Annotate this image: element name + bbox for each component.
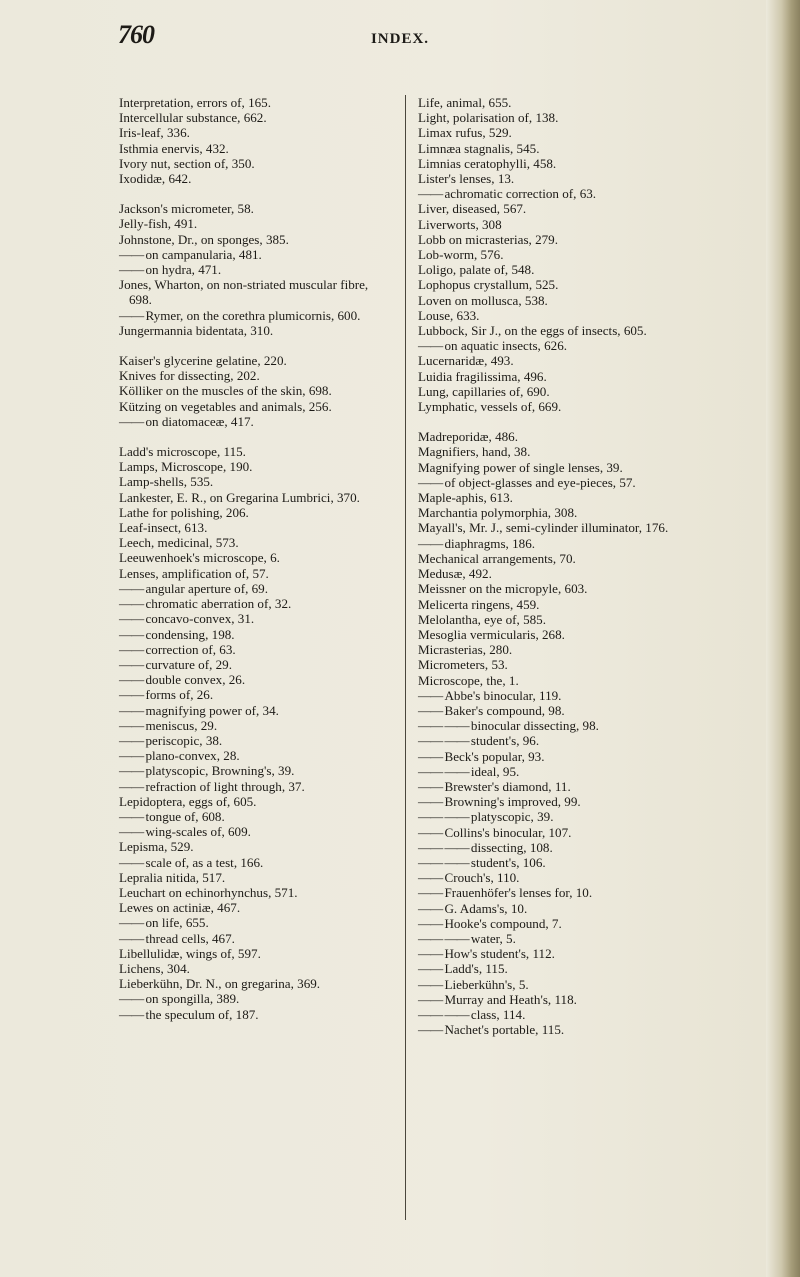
index-entry: Interpretation, errors of, 165. xyxy=(119,95,271,110)
index-entry: Leeuwenhoek's microscope, 6. xyxy=(119,550,280,566)
index-entry: Kölliker on the muscles of the skin, 698. xyxy=(119,383,332,399)
index-entry: Ixodidæ, 642. xyxy=(119,171,192,187)
index-entry: Lucernaridæ, 493. xyxy=(418,353,514,369)
index-subentry: —— —— binocular dissecting, 98. xyxy=(418,718,686,733)
index-entry: Lepidoptera, eggs of, 605. xyxy=(119,793,257,809)
index-entry: Liverworts, 308 xyxy=(418,216,502,232)
index-subentry: —— magnifying power of, 34. xyxy=(119,703,391,718)
index-entry: Lichens, 304. xyxy=(119,960,190,976)
index-subentry: —— on aquatic insects, 626. xyxy=(418,338,686,353)
index-entry: Mechanical arrangements, 70. xyxy=(418,550,576,566)
index-subentry: —— periscopic, 38. xyxy=(119,733,391,748)
running-head: INDEX. xyxy=(370,31,430,47)
index-entry: Jelly-fish, 491. xyxy=(119,216,198,232)
index-subentry: —— on campanularia, 481. xyxy=(119,247,391,262)
index-entry: Lathe for polishing, 206. xyxy=(119,504,249,520)
index-entry: Limnias ceratophylli, 458. xyxy=(418,155,557,171)
index-entry: Intercellular substance, 662. xyxy=(119,110,267,126)
index-subentry: —— achromatic correction of, 63. xyxy=(418,186,686,201)
index-entry: Medusæ, 492. xyxy=(418,566,492,582)
index-subentry: —— condensing, 198. xyxy=(119,627,391,642)
index-entry: Madreporidæ, 486. xyxy=(418,429,519,445)
index-entry: Lieberkühn, Dr. N., on gregarina, 369. xyxy=(119,976,321,992)
index-entry: Jungermannia bidentata, 310. xyxy=(119,322,274,338)
index-entry: Lepralia nitida, 517. xyxy=(119,869,226,885)
index-entry: Mesoglia vermicularis, 268. xyxy=(418,626,565,642)
index-entry: Iris-leaf, 336. xyxy=(119,125,190,141)
index-entry: Melicerta ringens, 459. xyxy=(418,596,540,612)
index-entry: Lenses, amplification of, 57. xyxy=(119,565,269,581)
index-subentry: —— meniscus, 29. xyxy=(119,718,391,733)
section-gap xyxy=(119,186,391,201)
index-column-left xyxy=(119,95,391,1022)
index-entry: Limnæa stagnalis, 545. xyxy=(418,140,540,156)
page-edge-shadow xyxy=(766,0,800,1277)
index-entry: Life, animal, 655. xyxy=(418,95,512,110)
index-subentry: —— diaphragms, 186. xyxy=(418,536,686,551)
index-entry: Knives for dissecting, 202. xyxy=(119,368,260,384)
page-number: 760 xyxy=(118,20,154,49)
index-subentry: —— angular aperture of, 69. xyxy=(119,581,391,596)
index-entry: Mayall's, Mr. J., semi-cylinder illuminator, 176. xyxy=(418,520,669,536)
index-subentry: —— G. Adams's, 10. xyxy=(418,901,686,916)
index-entry: Micrometers, 53. xyxy=(418,657,508,673)
index-subentry: —— Collins's binocular, 107. xyxy=(418,825,686,840)
index-entry: Lepisma, 529. xyxy=(119,839,194,855)
index-entry: Lewes on actiniæ, 467. xyxy=(119,900,241,916)
index-entry: Louse, 633. xyxy=(418,307,480,323)
index-entry: Lankester, E. R., on Gregarina Lumbrici, 370. xyxy=(119,489,360,505)
index-entry: Kützing on vegetables and animals, 256. xyxy=(119,398,332,414)
index-subentry: —— platyscopic, Browning's, 39. xyxy=(119,763,391,778)
index-subentry: —— Frauenhöfer's lenses for, 10. xyxy=(418,885,686,900)
index-subentry: —— concavo-convex, 31. xyxy=(119,611,391,626)
index-subentry: —— How's student's, 112. xyxy=(418,946,686,961)
index-subentry: —— on hydra, 471. xyxy=(119,262,391,277)
index-subentry: —— on life, 655. xyxy=(119,915,391,930)
index-subentry: —— —— student's, 106. xyxy=(418,855,686,870)
index-subentry: —— the speculum of, 187. xyxy=(119,1007,391,1022)
index-subentry: —— Lieberkühn's, 5. xyxy=(418,977,686,992)
index-entry: Marchantia polymorphia, 308. xyxy=(418,505,578,521)
index-subentry: —— thread cells, 467. xyxy=(119,931,391,946)
index-subentry: —— —— water, 5. xyxy=(418,931,686,946)
index-entry: Lamp-shells, 535. xyxy=(119,474,214,490)
index-subentry: —— Nachet's portable, 115. xyxy=(418,1022,686,1037)
index-subentry: —— correction of, 63. xyxy=(119,642,391,657)
index-entry: Jackson's micrometer, 58. xyxy=(119,201,254,217)
index-entry: Lung, capillaries of, 690. xyxy=(418,383,550,399)
index-entry: Lobb on micrasterias, 279. xyxy=(418,231,558,247)
index-entry: Lubbock, Sir J., on the eggs of insects, 605. xyxy=(418,323,647,339)
index-entry: Microscope, the, 1. xyxy=(418,672,519,688)
index-entry: Jones, Wharton, on non-striated muscular fibre, 698. xyxy=(119,277,369,308)
index-subentry: —— Beck's popular, 93. xyxy=(418,749,686,764)
index-entry: Limax rufus, 529. xyxy=(418,125,512,141)
index-subentry: —— scale of, as a test, 166. xyxy=(119,855,391,870)
index-entry: Loligo, palate of, 548. xyxy=(418,262,535,278)
index-subentry: —— Ladd's, 115. xyxy=(418,961,686,976)
index-subentry: —— double convex, 26. xyxy=(119,672,391,687)
index-subentry: —— refraction of light through, 37. xyxy=(119,779,391,794)
index-subentry: —— —— student's, 96. xyxy=(418,733,686,748)
index-entry: Ivory nut, section of, 350. xyxy=(119,155,255,171)
index-subentry: —— on spongilla, 389. xyxy=(119,991,391,1006)
index-subentry: —— —— class, 114. xyxy=(418,1007,686,1022)
index-entry: Lamps, Microscope, 190. xyxy=(119,459,253,475)
index-column-right xyxy=(418,95,686,1037)
index-subentry: —— on diatomaceæ, 417. xyxy=(119,414,391,429)
index-subentry: —— Baker's compound, 98. xyxy=(418,703,686,718)
index-entry: Melolantha, eye of, 585. xyxy=(418,611,546,627)
index-subentry: —— —— dissecting, 108. xyxy=(418,840,686,855)
index-subentry: —— Murray and Heath's, 118. xyxy=(418,992,686,1007)
index-entry: Isthmia enervis, 432. xyxy=(119,140,229,156)
column-divider xyxy=(405,95,406,1220)
index-subentry: —— Abbe's binocular, 119. xyxy=(418,688,686,703)
index-entry: Meissner on the micropyle, 603. xyxy=(418,581,588,597)
index-entry: Johnstone, Dr., on sponges, 385. xyxy=(119,231,289,247)
index-entry: Liver, diseased, 567. xyxy=(418,201,527,217)
index-subentry: —— Brewster's diamond, 11. xyxy=(418,779,686,794)
index-subentry: —— wing-scales of, 609. xyxy=(119,824,391,839)
index-subentry: —— tongue of, 608. xyxy=(119,809,391,824)
index-entry: Lymphatic, vessels of, 669. xyxy=(418,399,562,415)
index-entry: Leech, medicinal, 573. xyxy=(119,535,239,551)
index-subentry: —— —— platyscopic, 39. xyxy=(418,809,686,824)
index-entry: Leaf-insect, 613. xyxy=(119,520,208,536)
index-entry: Loven on mollusca, 538. xyxy=(418,292,548,308)
index-entry: Leuchart on echinorhynchus, 571. xyxy=(119,884,298,900)
index-subentry: —— Hooke's compound, 7. xyxy=(418,916,686,931)
section-gap xyxy=(119,338,391,353)
index-subentry: —— chromatic aberration of, 32. xyxy=(119,596,391,611)
index-subentry: —— Rymer, on the corethra plumicornis, 600. xyxy=(119,308,391,323)
index-entry: Ladd's microscope, 115. xyxy=(119,444,246,460)
index-subentry: —— Browning's improved, 99. xyxy=(418,794,686,809)
index-subentry: —— curvature of, 29. xyxy=(119,657,391,672)
index-entry: Luidia fragilissima, 496. xyxy=(418,368,547,384)
index-entry: Light, polarisation of, 138. xyxy=(418,110,559,126)
index-subentry: —— —— ideal, 95. xyxy=(418,764,686,779)
index-entry: Lister's lenses, 13. xyxy=(418,171,515,187)
index-entry: Lob-worm, 576. xyxy=(418,247,504,263)
index-subentry: —— forms of, 26. xyxy=(119,687,391,702)
section-gap xyxy=(418,414,686,429)
index-entry: Libellulidæ, wings of, 597. xyxy=(119,945,261,961)
index-subentry: —— plano-convex, 28. xyxy=(119,748,391,763)
index-entry: Lophopus crystallum, 525. xyxy=(418,277,559,293)
index-entry: Magnifiers, hand, 38. xyxy=(418,444,531,460)
index-entry: Maple-aphis, 613. xyxy=(418,490,513,506)
index-entry: Magnifying power of single lenses, 39. xyxy=(418,459,623,475)
index-subentry: —— Crouch's, 110. xyxy=(418,870,686,885)
index-entry: Micrasterias, 280. xyxy=(418,642,513,658)
index-entry: Kaiser's glycerine gelatine, 220. xyxy=(119,353,287,369)
section-gap xyxy=(119,429,391,444)
index-subentry: —— of object-glasses and eye-pieces, 57. xyxy=(418,475,686,490)
